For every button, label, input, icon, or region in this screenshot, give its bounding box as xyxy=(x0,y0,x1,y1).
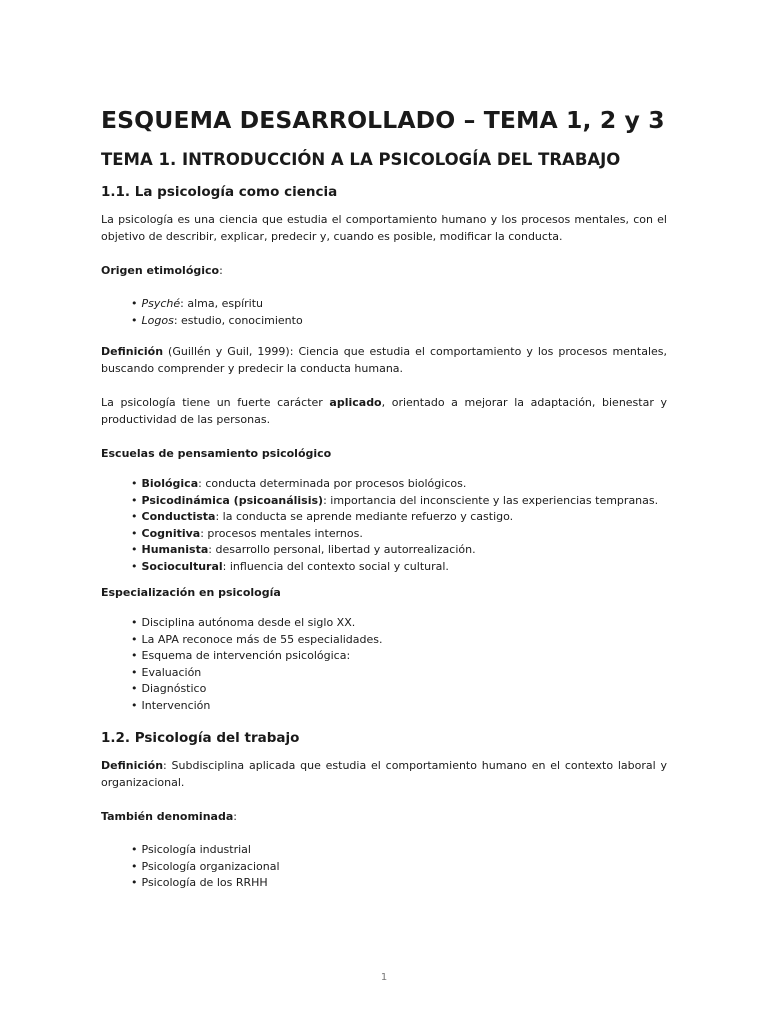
bullet-icon: • xyxy=(131,526,138,540)
list-item xyxy=(131,526,667,543)
aka-item: Psicología de los RRHH xyxy=(141,876,268,889)
bullet-icon: • xyxy=(131,698,138,712)
list-item xyxy=(131,632,667,649)
document-title: ESQUEMA DESARROLLADO – TEMA 1, 2 y 3 xyxy=(101,106,665,134)
school-desc: : procesos mentales internos. xyxy=(200,526,363,540)
specialization-label: Especialización en psicología xyxy=(101,586,281,599)
school-desc: : importancia del inconsciente y las experiencias tempranas. xyxy=(323,493,659,507)
bullet-icon: • xyxy=(131,649,138,662)
school-term: Psicodinámica (psicoanálisis) xyxy=(141,493,324,507)
origin-term: Logos xyxy=(141,313,174,327)
aka-colon: : xyxy=(233,810,237,823)
list-item xyxy=(131,615,667,632)
bullet-icon: • xyxy=(131,297,138,310)
bullet-icon: • xyxy=(131,616,138,629)
bullet-icon: • xyxy=(131,313,138,327)
bullet-icon: • xyxy=(131,559,138,573)
definition-text: : Subdisciplina aplicada que estudia el comportamiento humano en el contexto laboral y organizacional. xyxy=(101,759,667,789)
definition-text: (Guillén y Guil, 1999): Ciencia que estudia el comportamiento y los procesos mentales, buscando comprender y predecir la conducta humana. xyxy=(101,345,667,375)
list-item xyxy=(131,875,667,892)
document-content xyxy=(101,105,667,892)
school-desc: : desarrollo personal, libertad y autorrealización. xyxy=(208,543,476,556)
list-item xyxy=(131,476,667,493)
origin-term: Psyché xyxy=(141,297,181,310)
page-number: 1 xyxy=(380,972,388,983)
spec-item: Disciplina autónoma desde el siglo XX. xyxy=(141,616,356,629)
aka-item: Psicología industrial xyxy=(141,843,251,856)
list-item xyxy=(131,842,667,859)
section-1-2-heading: 1.2. Psicología del trabajo xyxy=(101,730,300,746)
schools-label: Escuelas de pensamiento psicológico xyxy=(101,447,332,460)
list-item xyxy=(131,313,667,330)
applied-bold: aplicado xyxy=(329,396,382,409)
bullet-icon: • xyxy=(131,543,138,556)
bullet-icon: • xyxy=(131,665,138,679)
spec-item: Diagnóstico xyxy=(141,682,207,695)
aka-label: También denominada xyxy=(101,810,234,823)
list-item xyxy=(131,296,667,313)
list-item xyxy=(131,559,667,576)
section-1-2-definition xyxy=(101,757,667,791)
origin-label: Origen etimológico xyxy=(101,264,220,277)
list-item xyxy=(131,493,667,510)
school-term: Biológica xyxy=(141,477,199,490)
school-term: Conductista xyxy=(141,510,216,523)
list-item xyxy=(131,648,667,665)
bullet-icon: • xyxy=(131,843,138,856)
bullet-icon: • xyxy=(131,477,138,490)
section-1-1-intro: La psicología es una ciencia que estudia el comportamiento humano y los procesos mentales, con el objetivo de describir, explicar, predecir y, cuando es posible, modificar la conducta. xyxy=(101,213,667,243)
definition-label: Definición xyxy=(101,759,164,772)
origin-desc: : alma, espíritu xyxy=(180,297,264,310)
aka-label-line xyxy=(101,808,667,825)
school-desc: : conducta determinada por procesos biológicos. xyxy=(198,477,467,490)
school-desc: : la conducta se aprende mediante refuerzo y castigo. xyxy=(215,510,514,523)
definition-paragraph xyxy=(101,343,667,377)
aka-item: Psicología organizacional xyxy=(141,859,280,873)
schools-list xyxy=(101,476,667,575)
list-item xyxy=(131,542,667,559)
school-term: Cognitiva xyxy=(141,526,201,540)
applied-paragraph xyxy=(101,394,667,428)
list-item xyxy=(131,698,667,715)
school-term: Humanista xyxy=(141,543,209,556)
tema1-title: TEMA 1. INTRODUCCIÓN A LA PSICOLOGÍA DEL TRABAJO xyxy=(101,150,621,169)
spec-item: Evaluación xyxy=(141,665,202,679)
list-item xyxy=(131,859,667,876)
origin-colon: : xyxy=(219,264,223,277)
specialization-list xyxy=(101,615,667,714)
school-term: Sociocultural xyxy=(141,559,223,573)
origin-label-line xyxy=(101,262,667,279)
section-1-1-heading: 1.1. La psicología como ciencia xyxy=(101,184,338,200)
spec-item: Intervención xyxy=(141,698,211,712)
spec-item: La APA reconoce más de 55 especialidades. xyxy=(141,632,383,646)
list-item xyxy=(131,681,667,698)
bullet-icon: • xyxy=(131,493,138,507)
definition-label: Definición xyxy=(101,345,164,358)
aka-list xyxy=(101,842,667,892)
spec-item: Esquema de intervención psicológica: xyxy=(141,649,351,662)
bullet-icon: • xyxy=(131,510,138,523)
bullet-icon: • xyxy=(131,632,138,646)
origin-list xyxy=(101,296,667,329)
applied-pre: La psicología tiene un fuerte carácter xyxy=(101,396,330,409)
bullet-icon: • xyxy=(131,682,138,695)
list-item xyxy=(131,509,667,526)
origin-desc: : estudio, conocimiento xyxy=(173,313,303,327)
school-desc: : influencia del contexto social y cultural. xyxy=(222,559,449,573)
applied-post: , orientado a mejorar la adaptación, bienestar y productividad de las personas. xyxy=(101,396,667,426)
bullet-icon: • xyxy=(131,876,138,889)
list-item xyxy=(131,665,667,682)
bullet-icon: • xyxy=(131,859,138,873)
